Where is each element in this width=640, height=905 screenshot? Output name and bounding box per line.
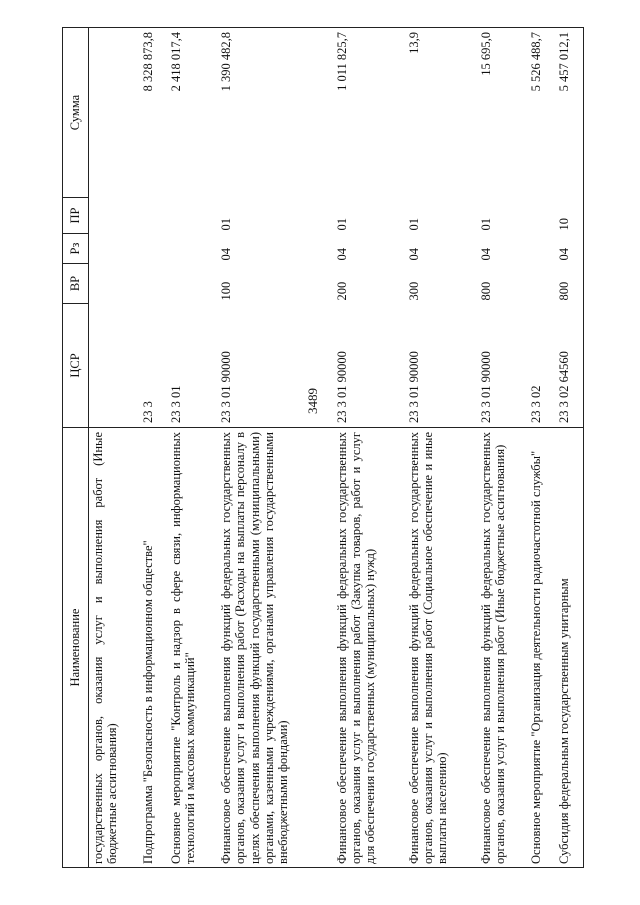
- row-csr: 23 3 01 90000: [334, 351, 349, 423]
- row-csr: 23 3 02 64560: [555, 304, 584, 428]
- row-name: Основное мероприятие "Контроль и надзор в сфере связи, информационных технологий и массовых коммуникаций": [167, 428, 217, 868]
- row-pr: 10: [555, 198, 584, 234]
- row-name: Финансовое обеспечение выполнения функций федеральных государственных органов, оказания услуг и выполнения работ (Расходы на выплаты персоналу в целях обеспечения выполнения функций государственными (муниципальными) органами, казенными учреждениями, органами управления государственными внебюджетными фондами): [217, 428, 333, 868]
- row-name: государственных органов, оказания услуг и выполнения работ (Иные бюджетные ассигнования): [89, 428, 140, 868]
- row-rz: [89, 234, 140, 264]
- row-csr: [89, 304, 140, 428]
- row-sum: 8 328 873,8: [139, 28, 167, 198]
- header-name: Наименование: [63, 428, 89, 868]
- row-name: Финансовое обеспечение выполнения функций федеральных государственных органов, оказания услуг и выполнения работ (Закупка товаров, работ и услуг для обеспечения государственных (муниципальных) нужд): [333, 428, 405, 868]
- row-rz: [167, 234, 217, 264]
- budget-table: [62, 27, 584, 868]
- row-vr: 200: [334, 281, 349, 301]
- row-pr: [527, 198, 555, 234]
- row-csr: 23 3: [141, 401, 156, 423]
- header-sum: Сумма: [63, 28, 89, 198]
- table-row: [333, 28, 405, 868]
- row-pr: 01: [478, 218, 493, 231]
- row-rz: [527, 234, 555, 264]
- row-sum: 5 457 012,1: [555, 28, 584, 198]
- row-name: Финансовое обеспечение выполнения функций федеральных государственных органов, оказания услуг и выполнения работ (Социальное обеспечение и иные выплаты населению): [405, 428, 477, 868]
- row-pr: 01: [334, 218, 349, 231]
- row-sum: 1 011 825,7: [333, 28, 405, 198]
- table-row: [405, 28, 477, 868]
- row-vr: 300: [406, 281, 421, 301]
- header-rz: Рз: [63, 234, 89, 264]
- row-vr: [527, 264, 555, 304]
- row-csr: 23 3 01 90000: [219, 351, 234, 423]
- table-row: [89, 28, 140, 868]
- table-row: [555, 28, 584, 868]
- row-rz: 04: [334, 248, 349, 261]
- table-row: [139, 28, 167, 868]
- row-csr: 23 3 02: [528, 385, 543, 423]
- row-vr: [139, 264, 167, 304]
- row-vr: [167, 264, 217, 304]
- row-vr: [89, 264, 140, 304]
- row-pr: [139, 198, 167, 234]
- header-csr: ЦСР: [63, 304, 89, 428]
- page-number: 3489: [305, 388, 320, 414]
- budget-table-rotated: [62, 28, 584, 868]
- row-pr: [167, 198, 217, 234]
- table-row: [477, 28, 527, 868]
- table-row: [527, 28, 555, 868]
- row-name: Подпрограмма "Безопасность в информационном обществе": [139, 428, 167, 868]
- row-sum: 15 695,0: [477, 28, 527, 198]
- row-name: Субсидия федеральным государственным унитарным: [555, 428, 584, 868]
- row-rz: 04: [478, 248, 493, 261]
- row-rz: [139, 234, 167, 264]
- row-rz: 04: [555, 234, 584, 264]
- header-vr: ВР: [63, 264, 89, 304]
- header-pr: ПР: [63, 198, 89, 234]
- row-rz: 04: [219, 248, 234, 261]
- row-pr: 01: [406, 218, 421, 231]
- row-vr: 800: [555, 264, 584, 304]
- row-vr: 100: [219, 281, 234, 301]
- table-row: [217, 28, 333, 868]
- row-sum: 2 418 017,4: [167, 28, 217, 198]
- row-csr: 23 3 01: [169, 385, 184, 423]
- row-pr: [89, 198, 140, 234]
- row-sum: 1 390 482,8: [217, 28, 333, 198]
- row-rz: 04: [406, 248, 421, 261]
- row-sum: 13,9: [405, 28, 477, 198]
- row-name: Финансовое обеспечение выполнения функций федеральных государственных органов, оказания услуг и выполнения работ (Иные бюджетные ассигнования): [477, 428, 527, 868]
- row-name: Основное мероприятие "Организация деятельности радиочастотной службы": [527, 428, 555, 868]
- table-header-row: [63, 28, 89, 868]
- row-sum: [89, 28, 140, 198]
- row-pr: 01: [219, 218, 234, 231]
- row-sum: 5 526 488,7: [527, 28, 555, 198]
- row-csr: 23 3 01 90000: [406, 351, 421, 423]
- table-row: [167, 28, 217, 868]
- row-vr: 800: [478, 281, 493, 301]
- row-csr: 23 3 01 90000: [478, 351, 493, 423]
